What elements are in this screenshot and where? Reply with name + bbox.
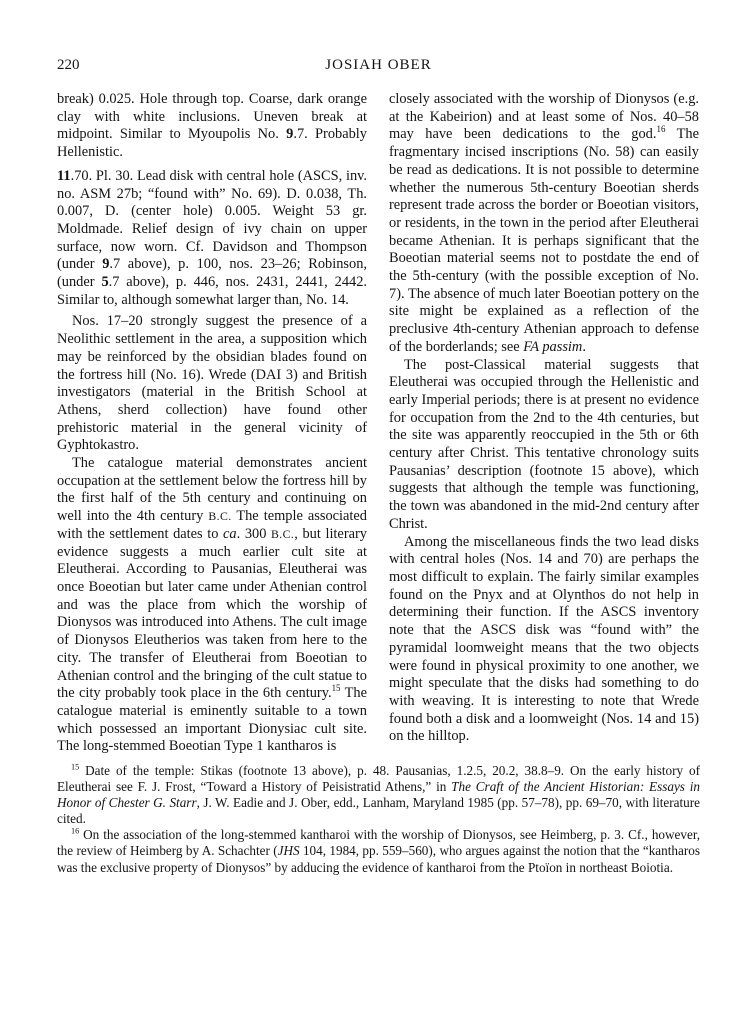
- paragraph: [57, 168, 367, 310]
- text-run: On the association of the long-stemmed kantharoi with the worship of Dionysos, see Heimberg, p. 3. Cf., however, the review of Heimberg by A. Schachter (: [57, 827, 700, 859]
- text-run: 15: [331, 683, 341, 694]
- text-run: 16: [656, 124, 666, 135]
- text-run: JHS: [277, 843, 300, 859]
- text-run: , J. W. Eadie and J. Ober, edd., Lanham, Maryland 1985 (pp. 57–78), pp. 69–70, with literature cited.: [57, 795, 700, 827]
- footnotes-section: [57, 763, 700, 876]
- text-run: B.C.: [208, 509, 232, 524]
- text-run: .7. Probably Hellenistic.: [57, 126, 367, 161]
- text-run: closely associated with the worship of Dionysos (e.g. at the Kabeirion) and at least some of Nos. 40–58 may have been dedications to the god.: [389, 91, 699, 143]
- text-run: ca: [223, 525, 237, 542]
- paragraph: [389, 91, 699, 357]
- text-run: The post-Classical material suggests that Eleutherai was occupied through the Hellenistic and early Imperial periods; there is at present no evidence for occupation from the 2nd to the 4th centuries, but the site was apparently reoccupied in the 5th or 6th century after Christ. This tentative chronology suits Pausanias’ description (footnote 15 above), which suggests that although the temple was functioning, the town was abandoned in the mid-2nd century after Christ.: [389, 356, 699, 532]
- text-columns: [57, 91, 700, 756]
- text-run: .7 above), p. 446, nos. 2431, 2441, 2442. Similar to, although somewhat larger than, No. 14.: [57, 274, 367, 308]
- text-run: .: [582, 338, 586, 355]
- right-column: [389, 91, 699, 756]
- text-run: Nos. 17–20 strongly suggest the presence of a Neolithic settlement in the area, a supposition which may be reinforced by the obsidian blades found on the fortress hill (No. 16). Wrede (DAI 3) and British investigators (material in the British School at Athens, sherd collection) have found other prehistoric material in the general vicinity of Gyphtokastro.: [57, 313, 367, 454]
- text-run: B.C.: [271, 526, 295, 541]
- text-run: The Craft of the Ancient Historian: Essays in Honor of Chester G. Starr: [57, 779, 700, 811]
- text-run: . 300: [236, 525, 272, 542]
- text-run: 5: [101, 274, 109, 291]
- running-head: JOSIAH OBER: [325, 57, 432, 73]
- page-header: [57, 57, 700, 75]
- text-run: 104, 1984, pp. 559–560), who argues against the notion that the “kantharos was the exclusive property of Dionysos” by adducing the evidence of kantharoi from the Ptoïon in northeast Boiotia.: [57, 843, 700, 875]
- paragraph: [57, 827, 700, 875]
- text-run: The catalogue material is eminently suitable to a town which possessed an important Dionysiac cult site. The long-stemmed Boeotian Type 1 kantharos is: [57, 685, 367, 755]
- text-run: Date of the temple: Stikas (footnote 13 above), p. 48. Pausanias, 1.2.5, 20.2, 38.8–9. On the early history of Eleutherai see F. J. Frost, “Toward a History of Peisistratid Athens,” in: [57, 763, 700, 795]
- paragraph: [57, 91, 367, 162]
- page-number: 220: [57, 57, 80, 73]
- text-run: Among the miscellaneous finds the two lead disks with central holes (Nos. 14 and 70) are perhaps the most difficult to explain. The fairly similar examples found on the Pnyx and at Olynthos do not help in determining their function. If the ASCS inventory note that the ASCS disk was “found with” the pyramidal loomweight means that the two objects were found in physical proximity to one another, we might speculate that the disks had something to do with weaving. It is interesting to note that Wrede found both a disk and a loomweight (Nos. 14 and 15) on the hilltop.: [389, 533, 699, 745]
- paragraph: [57, 763, 700, 827]
- text-run: 9: [102, 256, 110, 273]
- text-run: .7 above), p. 100, nos. 23–26; Robinson, (under: [57, 256, 367, 291]
- paragraph: [389, 534, 699, 746]
- paragraph: [57, 313, 367, 455]
- left-column: [57, 91, 367, 756]
- text-run: 11: [57, 167, 71, 184]
- text-run: 16: [71, 826, 80, 836]
- paragraph: [389, 357, 699, 534]
- text-run: .70. Pl. 30. Lead disk with central hole (ASCS, inv. no. ASM 27b; “found with” No. 69). D. 0.038, Th. 0.007, D. (center hole) 0.005. Weight 53 gr. Moldmade. Relief design of ivy chain on upper surface, now worn. Cf. Davidson and Thompson (under: [57, 167, 367, 273]
- text-run: The catalogue material demonstrates ancient occupation at the settlement below the fortress hill by the first half of the 5th century and continuing on well into the 4th century: [57, 455, 367, 525]
- text-run: break) 0.025. Hole through top. Coarse, dark orange clay with white inclusions. Uneven break at midpoint. Similar to Myoupolis No.: [57, 91, 367, 143]
- text-run: , but literary evidence suggests a much earlier cult site at Eleutherai. According to Pausanias, Eleutherai was once Boeotian but later came under Athenian control and was the place from which the worship of Dionysos was introduced into Athens. The cult image of Dionysos Eleutherios was taken from here to the city. The transfer of Eleutherai from Boeotian to Athenian control and the bringing of the cult statue to the city probably took place in the 6th century.: [57, 525, 367, 702]
- text-run: The temple associated with the settlement dates to: [57, 508, 368, 542]
- text-run: FA passim: [523, 338, 583, 355]
- paragraph: [57, 455, 367, 756]
- text-run: The fragmentary incised inscriptions (No. 58) can easily be read as dedications. It is not possible to determine whether the numerous 5th-century Boeotian sherds represent trade across the border or Boeotian visitors, or residents, in the town in the period after Eleutherai became Athenian. It is perhaps significant that the Boeotian material seems not to postdate the end of the 5th-century (with the possible exception of No. 7). The absence of much later Boeotian pottery on the site might be explained as a reflection of the preclusive 4th-century Athenian approach to defense of the borderlands; see: [389, 126, 699, 355]
- text-run: 15: [71, 762, 80, 772]
- text-run: 9: [286, 126, 294, 143]
